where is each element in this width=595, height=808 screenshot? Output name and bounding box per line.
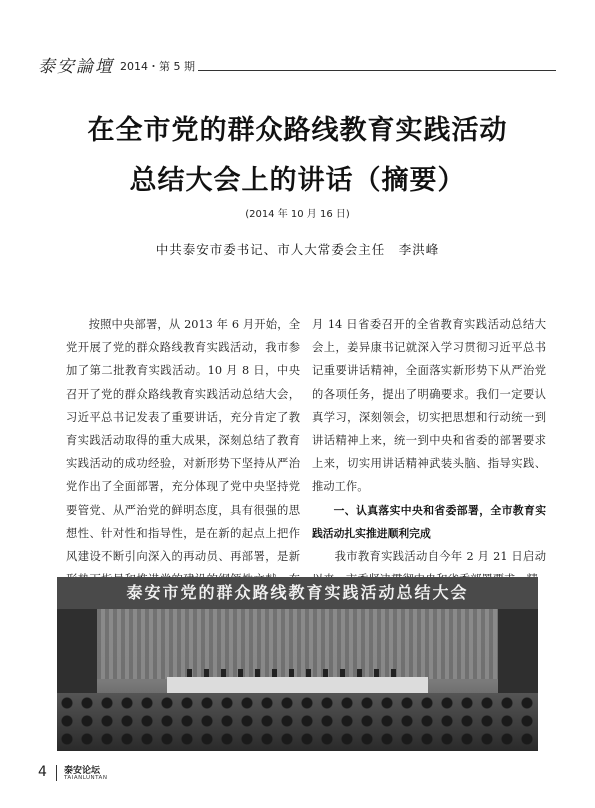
issue-number: 2014・第 5 期 — [120, 60, 195, 73]
right-column — [312, 313, 546, 591]
body-paragraph: 按照中央部署，从 2013 年 6 月开始，全党开展了党的群众路线教育实践活动，我市参加了第二批教育实践活动。10 月 8 日，中央召开了党的群众路线教育实践活动总结大会，习近平总书记发表了重要讲话，充分肯定了教育实践活动取得的重大成果，深刻总结了教育实践活动的成功经验，对新形势下坚持从严治党作出了全面部署，充分体现了党中央坚持党要管党、从严治党的鲜明态度，具有很强的思想性、针对性和指导性，是在新的起点上把作风建设不断引向深入的再动员、再部署，是新 — [66, 318, 300, 564]
article-title-line-2: 总结大会上的讲话（摘要） — [129, 165, 466, 196]
page-number: 4 — [38, 764, 47, 780]
article-title-line-1: 在全市党的群众路线教育实践活动 — [87, 115, 508, 146]
footer-divider — [56, 765, 57, 781]
header-rule — [198, 70, 556, 71]
photo-banner: 泰安市党的群众路线教育实践活动总结大会 — [57, 577, 538, 609]
page-header — [38, 50, 556, 76]
speech-date: (2014 年 10 月 16 日) — [245, 209, 350, 220]
page-footer — [38, 762, 238, 786]
journal-name: 泰安論壇 — [38, 57, 114, 77]
body-paragraph: 月 14 日省委召开的全省教育实践活动总结大会上，姜异康书记就深入学习贯彻习近平总书记重要讲话精神，全面落实新形势下从严治党的各项任务，提出了明确要求。我们一定要认真学习，深刻领会，切实把思想和行动统一到讲话精神上来，统一到中央和省委的部署要求上来，切实用讲话精神武装头脑、指导实践、推动工作。 — [312, 318, 546, 494]
footer-journal-name: 泰安论坛 — [64, 766, 101, 776]
footer-journal-pinyin: TAIANLUNTAN — [64, 775, 108, 781]
author-line: 中共泰安市委书记、市人大常委会主任 李洪峰 — [155, 242, 440, 257]
left-column — [66, 313, 300, 615]
photo-audience — [57, 693, 538, 751]
section-heading: 一、认真落实中央和省委部署，全市教育实践活动扎实推进顺利完成 — [312, 503, 546, 540]
body-paragraph: 我市教育实践活动自今年 2 月 21 日启动 — [334, 550, 546, 564]
conference-photo — [57, 577, 538, 751]
